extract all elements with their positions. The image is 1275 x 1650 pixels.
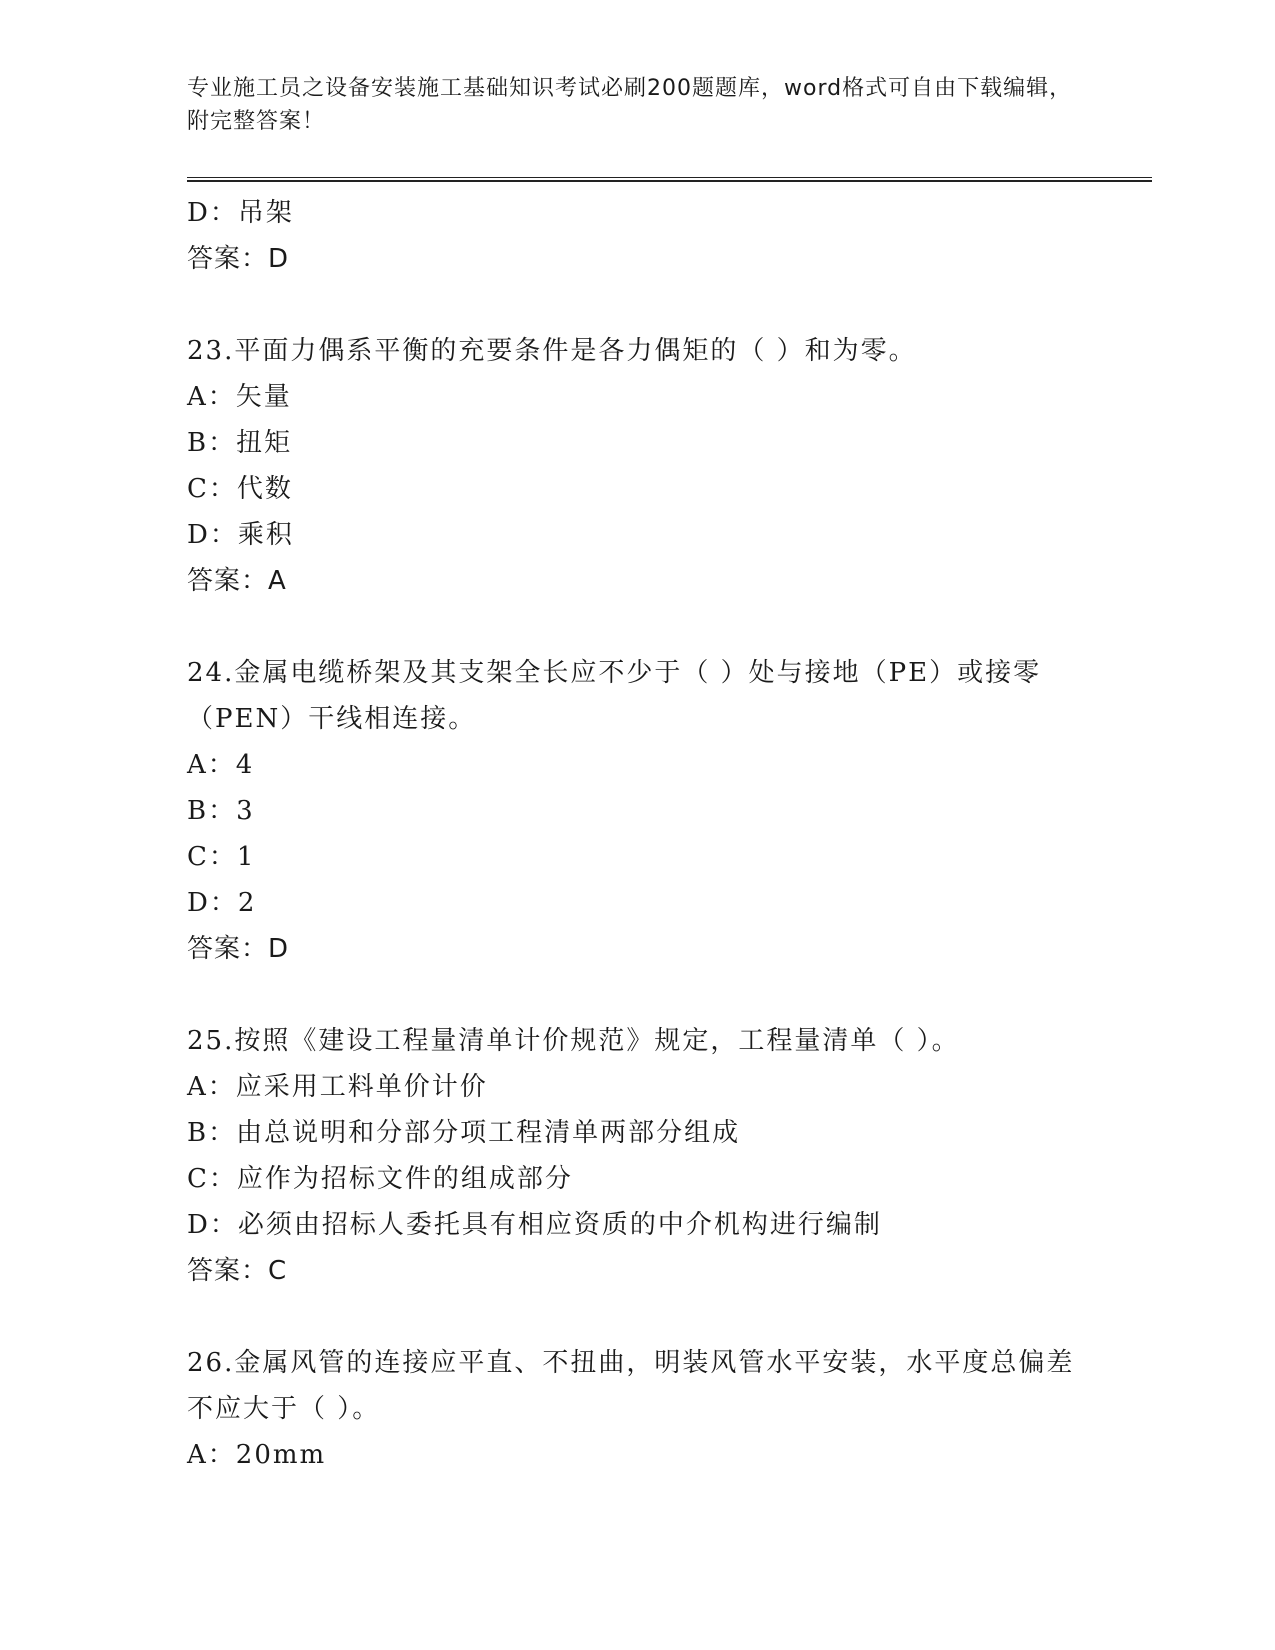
header-divider [187,177,1152,182]
option-d: D：乘积 [187,520,294,550]
option-a: A：20mm [187,1440,327,1470]
option-a: A：矢量 [187,382,292,412]
option-d: D：2 [187,888,257,918]
question-23 [187,328,1087,604]
option-d: D：必须由招标人委托具有相应资质的中介机构进行编制 [187,1210,882,1240]
option-b: B：由总说明和分部分项工程清单两部分组成 [187,1118,741,1148]
answer: 答案：D [187,934,290,964]
document-header [187,72,1087,138]
question-25 [187,1018,1087,1294]
option-c: C：1 [187,842,256,872]
question-list [187,190,1087,1478]
question-stem: 25.按照《建设工程量清单计价规范》规定，工程量清单（ ）。 [187,1026,960,1056]
answer: 答案：C [187,1256,288,1286]
question-stem: 26.金属风管的连接应平直、不扭曲，明装风管水平安装，水平度总偏差不应大于（ ）。 [187,1348,1075,1424]
option-b: B：3 [187,796,255,826]
option-c: C：应作为招标文件的组成部分 [187,1164,573,1194]
question-24 [187,650,1087,972]
option-b: B：扭矩 [187,428,293,458]
answer: 答案：D [187,244,290,274]
option-a: A：4 [187,750,255,780]
option-c: C：代数 [187,474,293,504]
option-a: A：应采用工料单价计价 [187,1072,488,1102]
option-d: D：吊架 [187,198,294,228]
question-stem: 23.平面力偶系平衡的充要条件是各力偶矩的（ ）和为零。 [187,336,917,366]
document-title: 专业施工员之设备安装施工基础知识考试必刷200题题库，word格式可自由下载编辑，附完整答案！ [187,76,1073,134]
answer: 答案：A [187,566,287,596]
question-26 [187,1340,1087,1478]
question-stem: 24.金属电缆桥架及其支架全长应不少于（ ）处与接地（PE）或接零（PEN）干线相连接。 [187,658,1042,734]
